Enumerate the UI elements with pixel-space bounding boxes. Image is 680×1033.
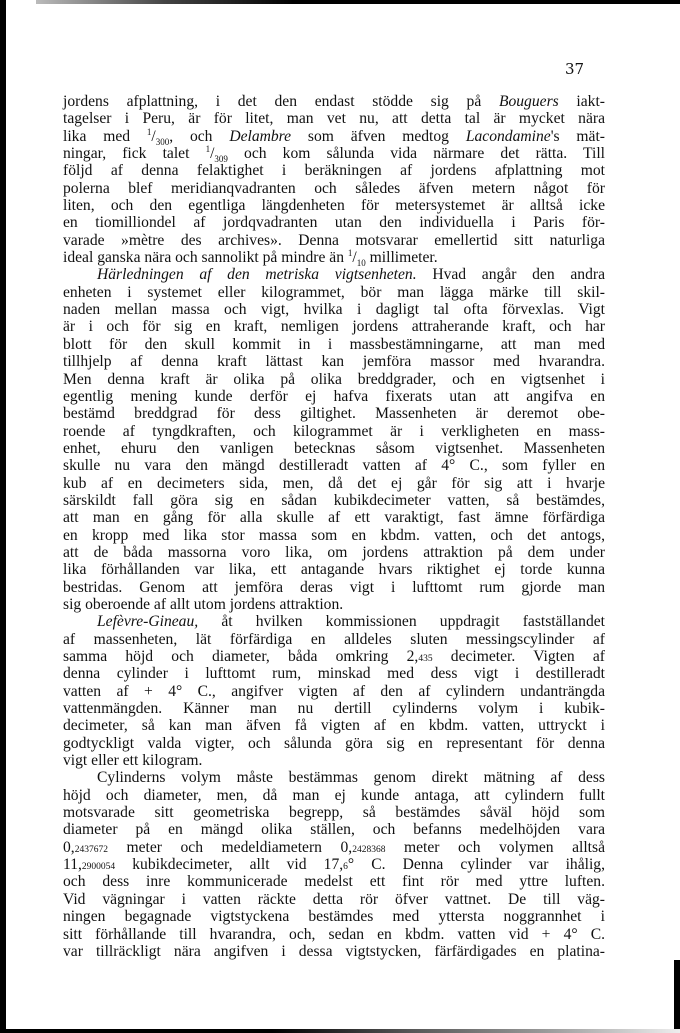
- text-line: [63, 787, 605, 804]
- italic-text: Lefèvre-Gineau,: [97, 613, 199, 631]
- text-run: att man en gång för alla skulle af ett varaktigt, fast ämne förfärdiga: [63, 509, 605, 527]
- text-run: diameter på en mängd olika ställen, och befanns medelhöjden vara: [63, 821, 605, 839]
- text-run: ningen begagnade vigtstyckena bestämdes med yttersta noggrannhet i: [63, 908, 605, 926]
- text-run: som äfven medtog: [291, 127, 466, 145]
- text-run: bestämd breddgrad för dess giltighet. Massenheten är deremot obe-: [63, 405, 605, 423]
- text-line: [63, 336, 605, 353]
- scan-border-bottom: [0, 1029, 680, 1033]
- text-line: [63, 856, 605, 873]
- text-run: millimeter.: [365, 249, 438, 267]
- decimal-digits: 435: [418, 654, 433, 664]
- text-run: varade »mètre des archives». Denna motsvarar emellertid sitt naturliga: [63, 231, 605, 249]
- text-run: särskildt fall göra sig en sådan kubikdecimeter vatten, så bestämdes,: [63, 491, 605, 509]
- body-text: [63, 93, 605, 960]
- text-line: [63, 752, 605, 769]
- text-run: lika med: [63, 127, 147, 145]
- text-run: Vid vägningar i vatten räckte detta rör öfver vattnet. De till väg-: [63, 890, 605, 908]
- text-run: kubikdecimeter, allt vid 17,: [115, 856, 344, 874]
- page-number: 37: [565, 60, 585, 78]
- text-line: [63, 128, 605, 145]
- text-line: [63, 266, 605, 283]
- text-run: och kom sålunda vida närmare det rätta. Till: [227, 145, 606, 163]
- text-line: [63, 214, 605, 231]
- text-run: ningar, fick talet: [63, 145, 206, 163]
- decimal-digits: 6: [343, 862, 348, 873]
- text-line: [63, 804, 605, 821]
- text-line: [63, 926, 605, 943]
- text-run: att de båda massorna voro lika, om jordens attraktion på dem under: [63, 543, 605, 561]
- text-run: följd af denna felaktighet i beräkningen af jordens afplattning mot: [63, 162, 605, 180]
- text-line: [63, 908, 605, 925]
- text-run: egentlig mening kunde derför ej hafva fixerats utan att angifva en: [63, 387, 605, 405]
- text-run: /: [352, 249, 357, 267]
- text-run: är i och för sig en kraft, nemligen jordens attraherande kraft, och har: [63, 318, 605, 336]
- text-line: [63, 353, 605, 370]
- text-run: Cylinderns volym måste bestämmas genom direkt mätning af dess: [97, 769, 605, 787]
- text-run: lika förhållanden var lika, ett antagande hvars riktighet ej torde kunna: [63, 561, 605, 579]
- text-run: enhet, ehuru den vanligen betecknas såsom vigtsenhet. Massenheten: [63, 439, 605, 457]
- decimal-digits: 2437672: [74, 844, 108, 855]
- italic-text: Lacondamine: [465, 127, 551, 145]
- text-run: åt hvilken kommissionen uppdragit fastställandet: [198, 613, 605, 631]
- text-line: [63, 110, 605, 127]
- text-run: 0,: [63, 838, 75, 856]
- text-line: [63, 561, 605, 578]
- text-run: samma höjd och diameter, båda omkring 2,: [63, 648, 419, 665]
- text-line: [63, 943, 605, 960]
- text-run: Hvad angår den andra: [416, 266, 605, 284]
- text-line: [63, 180, 605, 197]
- text-line: [63, 769, 605, 786]
- text-run: ° C. Denna cylinder var ihålig,: [347, 856, 605, 874]
- fraction-denominator: 300: [155, 136, 170, 147]
- text-run: decimeter, så kan man äfven få vigten af en kbdm. vatten, uttryckt i: [63, 717, 605, 735]
- text-run: /: [210, 145, 215, 163]
- fraction-numerator: 1: [205, 143, 211, 154]
- text-line: [63, 735, 605, 752]
- decimal-digits: 2900054: [81, 862, 116, 873]
- scan-border-right: [674, 960, 680, 1033]
- text-line: [63, 544, 605, 561]
- text-run: meter och medeldiametern 0,: [107, 838, 353, 856]
- text-run: kub af en decimeters sida, men, då det ej går för sig att i hvarje: [63, 474, 605, 492]
- decimal-digits: 2428368: [352, 844, 386, 855]
- text-run: en tiomilliondel af jordqvadranten utan den individuella i Paris för-: [63, 214, 605, 232]
- text-run: vigt eller ett kilogram.: [63, 752, 203, 770]
- text-run: en kropp med lika stor massa som en kbdm. vatten, och det antogs,: [63, 526, 605, 544]
- text-line: [63, 440, 605, 457]
- text-line: [63, 596, 605, 613]
- text-line: [63, 527, 605, 544]
- text-line: [63, 405, 605, 422]
- text-run: var tillräckligt nära angifven i dessa vigtstycken, färfärdigades en platina-: [63, 942, 605, 960]
- text-run: af massenheten, lät förfärdiga en alldeles sluten messingscylinder af: [63, 630, 605, 648]
- italic-text: Härledningen af den metriska vigtsenheten.: [97, 266, 417, 284]
- text-run: polerna blef meridianqvadranten och således äfven metern något för: [63, 179, 605, 197]
- italic-text: Delambre: [229, 127, 292, 145]
- text-run: , och: [169, 127, 230, 145]
- text-run: liten, och den egentliga längdenheten för metersystemet är alltså icke: [63, 197, 605, 215]
- text-line: [63, 683, 605, 700]
- text-run: /: [151, 127, 156, 145]
- text-line: [63, 631, 605, 648]
- text-line: [63, 232, 605, 249]
- text-line: [63, 648, 605, 665]
- text-line: [63, 247, 605, 269]
- text-line: [63, 665, 605, 682]
- text-run: tagelser i Peru, är för litet, man vet nu, att detta tal är mycket nära: [63, 110, 605, 128]
- text-run: meter och volymen alltså: [385, 838, 605, 856]
- text-run: 11,: [63, 856, 82, 874]
- text-run: skulle nu vara den mängd destilleradt vatten af 4° C., som fyller en: [63, 457, 605, 475]
- fraction-numerator: 1: [146, 126, 152, 137]
- text-line: [63, 197, 605, 214]
- text-line: [63, 457, 605, 474]
- text-line: [63, 143, 606, 165]
- text-run: sitt förhållande till hvarandra, och, sedan en kbdm. vatten vid + 4° C.: [63, 925, 605, 943]
- text-line: [63, 839, 605, 856]
- text-line: [63, 717, 605, 734]
- text-line: [63, 301, 605, 318]
- text-line: [63, 700, 605, 717]
- text-line: [63, 93, 605, 110]
- text-run: decimeter. Vigten af: [432, 648, 606, 665]
- text-run: denna cylinder i lufttomt rum, minskad med dess vigt i destilleradt: [63, 665, 605, 683]
- text-run: blott för den skull kommit in i massbestämningarne, att man med: [63, 335, 605, 353]
- text-line: [63, 162, 605, 179]
- text-line: [63, 388, 605, 405]
- text-run: iakt-: [558, 93, 605, 110]
- text-line: [63, 873, 605, 890]
- text-run: vattenmängden. Känner man nu dertill cylinderns volym i kubik-: [63, 700, 605, 718]
- text-line: [63, 423, 605, 440]
- text-run: naden mellan massa och vigt, hvilka i dagligt tal ofta förvexlas. Vigt: [63, 301, 605, 319]
- text-run: roende af tyngdkraften, och kilogrammet är i verkligheten en mass-: [63, 422, 605, 440]
- text-run: jordens afplattning, i det den endast stödde sig på: [63, 93, 499, 110]
- italic-text: Bouguers: [498, 93, 559, 110]
- text-run: ideal ganska nära och sannolikt på mindre än: [63, 249, 348, 267]
- text-line: [63, 284, 605, 301]
- text-line: [63, 318, 605, 335]
- text-run: höjd och diameter, men, då man ej kunde antaga, att cylindern fullt: [63, 786, 605, 804]
- text-run: 's mät-: [550, 127, 605, 145]
- text-run: godtyckligt valda vigter, och sålunda göra sig en representant för denna: [63, 734, 605, 752]
- text-run: motsvarade sitt geometriska begrepp, så bestämdes såväl höjd som: [63, 804, 605, 822]
- scan-border-left: [0, 0, 6, 1033]
- text-line: [63, 492, 605, 509]
- text-run: och dess inre kommunicerade medelst ett fint rör med yttre luften.: [63, 873, 605, 891]
- scan-border-top: [36, 0, 680, 4]
- text-run: sig oberoende af allt utom jordens attraktion.: [63, 595, 344, 613]
- text-run: vatten af + 4° C., angifver vigten af den af cylindern undanträngda: [63, 682, 605, 700]
- text-line: [63, 579, 605, 596]
- text-line: [63, 475, 605, 492]
- text-line: [63, 371, 605, 388]
- text-line: [63, 509, 605, 526]
- text-line: [63, 613, 605, 630]
- text-line: [63, 891, 605, 908]
- text-run: Men denna kraft är olika på olika breddgrader, och en vigtsenhet i: [63, 370, 605, 388]
- text-run: bestridas. Genom att jemföra deras vigt i lufttomt rum gjorde man: [63, 578, 605, 596]
- text-run: enheten i systemet eller kilogrammet, bör man lägga märke till skil-: [63, 283, 605, 301]
- text-run: tillhjelp af denna kraft lättast kan jemföra massor med hvarandra.: [63, 353, 605, 371]
- fraction-denominator: 10: [356, 258, 366, 269]
- text-line: [63, 821, 605, 838]
- fraction-numerator: 1: [347, 247, 353, 258]
- fraction-denominator: 309: [214, 154, 228, 165]
